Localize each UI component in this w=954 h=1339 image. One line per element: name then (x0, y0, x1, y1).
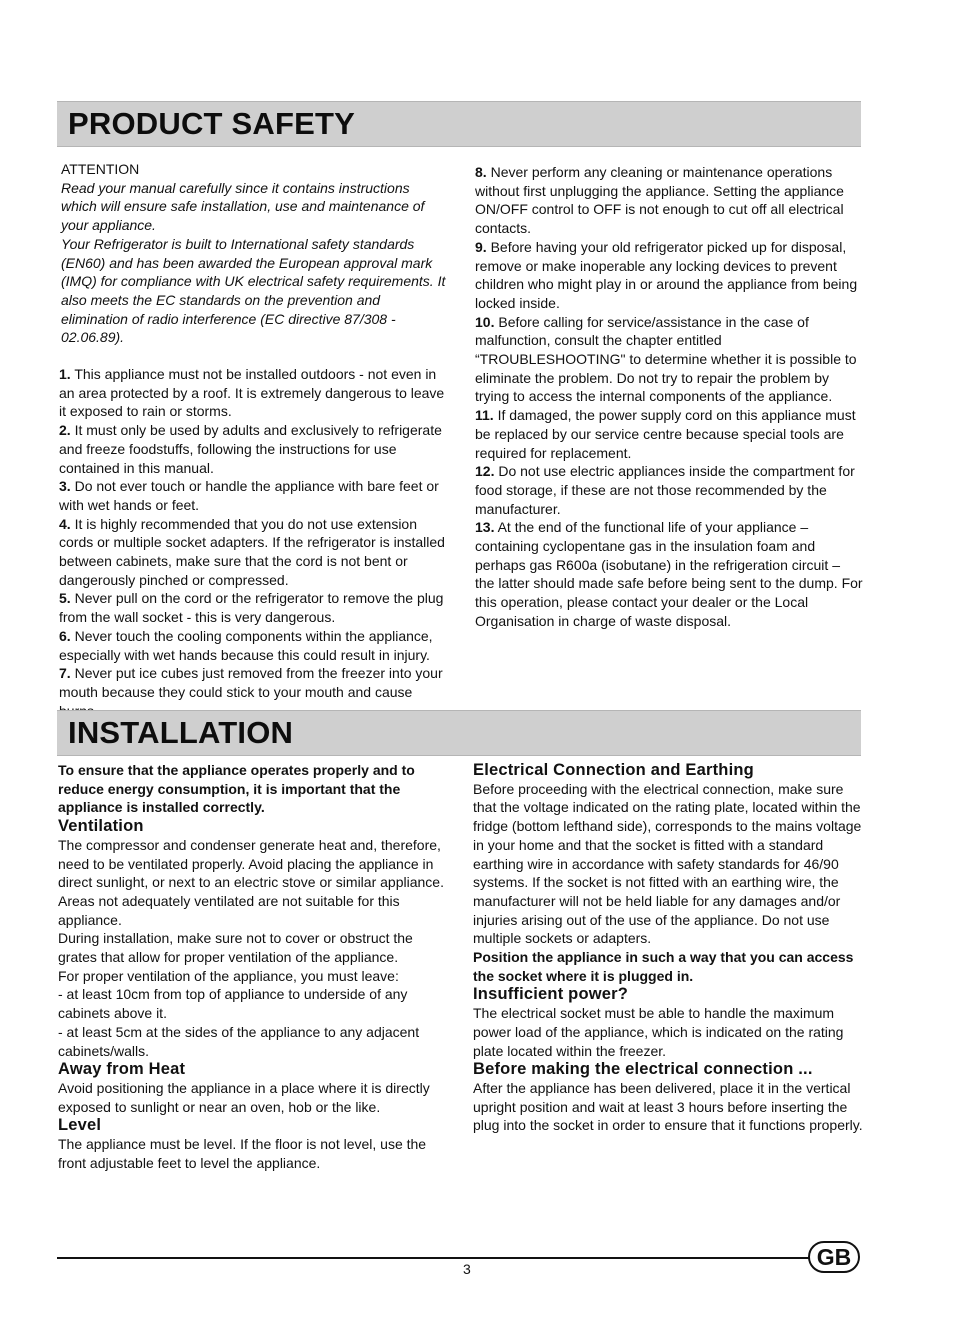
safety-item-text: It is highly recommended that you do not use extension cords or multiple socket adapters. If the refrigerator is installed between cabinets, make sure that the cord is not bent or dangerously pinched or compressed. (59, 515, 445, 588)
safety-item-text: Never put ice cubes just removed from the freezer into your mouth because they could stick to your mouth and cause (59, 665, 443, 700)
safety-item-9 (475, 238, 863, 313)
installation-right-column (473, 761, 863, 1135)
safety-item-11 (475, 406, 863, 462)
safety-item-text: Never touch the cooling components within the appliance, especially with wet hands because this could result in injury. (59, 627, 433, 663)
safety-item-text: It must only be used by adults and exclusively to refrigerate and freeze foodstuffs, following the instructions for use contained in this manual. (59, 422, 442, 476)
attention-text-2: Your Refrigerator is built to International safety standards (EN60) and has been awarded the European approval mark (IMQ) for compliance with UK electrical safety requirements. It also meets the EC standards on the prevention and elimination of radio interference (EC directive 87/308 - 02.06.89). (61, 235, 446, 346)
safety-item-text: Do not ever touch or handle the appliance with bare feet or with wet hands or feet. (59, 478, 439, 513)
ventilation-text-1: The compressor and condenser generate heat and, therefore, need to be ventilated properly. Avoid placing the appliance in direct sunlight, or next to an electric stove or similar appliance. Areas not adequately ventilated are not suitable for this appliance. (58, 836, 444, 928)
attention-text-1: Read your manual carefully since it contains instructions which will ensure safe installation, use and maintenance of your appliance. (61, 179, 425, 234)
safety-item-text: This appliance must not be installed outdoors - not even in an area protected by a roof. It is extremely dangerous to leave it exposed to rain or storms. (59, 366, 445, 420)
safety-item-text: Before calling for service/assistance in the case of malfunction, consult the chapter entitled “TROUBLESHOOTING" to determine whether it is possible to eliminate the problem. Do not try to repair the problem by trying to access the internal components of the appliance. (475, 313, 857, 405)
safety-item-2 (59, 421, 449, 477)
safety-item-number: 13. (475, 519, 495, 536)
safety-item-text: If damaged, the power supply cord on this appliance must be replaced by our service centre because special tools are required for replacement. (475, 407, 856, 461)
safety-item-8 (475, 163, 863, 238)
away-from-heat-text: Avoid positioning the appliance in a place where it is directly exposed to sunlight or near an oven, hob or the like. (58, 1079, 430, 1115)
electrical-text: Before proceeding with the electrical connection, make sure that the voltage indicated on the rating plate, located within the fridge (bottom lefthand side), corresponds to the mains voltage in your home and that the socket is fitted with a standard earthing wire in accordance with safety standards for 46/90 systems. If the socket is not fitted with an earthing wire, the manufacturer will not be held liable for any damages and/or injuries arising out of the use of the appliance. Do not use multiple sockets or adapters. (473, 780, 862, 947)
safety-item-number: 7. (59, 665, 71, 682)
page-number: 3 (463, 1261, 471, 1277)
safety-item-number: 12. (475, 463, 495, 480)
product-safety-right-column (475, 163, 863, 631)
safety-item-number: 1. (59, 366, 71, 383)
safety-item-number: 4. (59, 515, 71, 532)
footer-divider (57, 1257, 809, 1259)
safety-item-text: Do not use electric appliances inside the compartment for food storage, if these are not those recommended by the manufacturer. (475, 463, 855, 517)
ventilation-text-2: During installation, make sure not to cover or obstruct the grates that allow for proper ventilation of the appliance. (58, 930, 413, 966)
safety-item-number: 9. (475, 238, 487, 255)
safety-item-text: Never pull on the cord or the refrigerator to remove the plug from the wall socket - this is very dangerous. (59, 590, 444, 626)
product-safety-title: PRODUCT SAFETY (68, 106, 355, 141)
safety-item-12 (475, 462, 863, 518)
product-safety-left-column (59, 160, 449, 720)
attention-label: ATTENTION (61, 161, 140, 177)
safety-item-3 (59, 477, 449, 514)
electrical-bold-text: Position the appliance in such a way that you can access the socket where it is plugged in. (473, 949, 854, 984)
safety-item-text: Never perform any cleaning or maintenance operations without first unplugging the appliance. Setting the appliance ON/OFF control to OFF is not enough to cut off all electrical contacts. (475, 164, 844, 237)
safety-item-number: 11. (475, 407, 494, 424)
insufficient-power-heading: Insufficient power? (473, 985, 629, 1004)
ventilation-text-4: - at least 10cm from top of appliance to underside of any cabinets above it. (58, 986, 408, 1022)
safety-item-5 (59, 589, 449, 626)
installation-left-column (58, 761, 450, 1172)
safety-item-text: Before having your old refrigerator picked up for disposal, remove or make inoperable any locking devices to prevent children who might play in or around the appliance from being locked inside. (475, 238, 858, 311)
safety-item-6 (59, 627, 449, 664)
away-from-heat-heading: Away from Heat (58, 1060, 186, 1079)
electrical-heading: Electrical Connection and Earthing (473, 761, 754, 779)
safety-item-4 (59, 515, 449, 590)
level-text: The appliance must be level. If the floor is not level, use the front adjustable feet to level the appliance. (58, 1136, 427, 1171)
safety-item-number: 5. (59, 590, 71, 607)
safety-item-text: At the end of the functional life of your appliance – containing cyclopentane gas in the insulation foam and perhaps gas R600a (isobutane) in the refrigeration circuit – the latter should made safe before being sent to the dump. For this operation, please contact your dealer or the Local Organisation in charge of waste disposal. (475, 519, 863, 629)
safety-item-number: 8. (475, 164, 487, 180)
safety-item-number: 2. (59, 422, 71, 439)
installation-title: INSTALLATION (68, 715, 294, 750)
product-safety-banner (57, 101, 861, 147)
safety-item-number: 3. (59, 478, 71, 495)
ventilation-text-3: For proper ventilation of the appliance, you must leave: (58, 967, 399, 984)
ventilation-heading: Ventilation (58, 817, 144, 836)
insufficient-power-text: The electrical socket must be able to handle the maximum power load of the appliance, which is indicated on the rating plate located within the freezer. (473, 1005, 844, 1059)
safety-item-number: 10. (475, 313, 495, 330)
before-connection-heading: Before making the electrical connection ... (473, 1060, 813, 1079)
language-badge: GB (808, 1241, 860, 1273)
installation-intro: To ensure that the appliance operates properly and to reduce energy consumption, it is important that the appliance is installed correctly. (58, 762, 415, 816)
safety-item-1 (59, 365, 449, 421)
safety-item-number: 6. (59, 627, 71, 644)
installation-banner (57, 710, 861, 756)
before-connection-text: After the appliance has been delivered, place it in the vertical upright position and wait at least 3 hours before inserting the plug into the socket in order to ensure that it functions properly. (473, 1079, 863, 1134)
safety-item-13 (475, 518, 863, 630)
safety-item-10 (475, 313, 863, 407)
ventilation-text-5: - at least 5cm at the sides of the appliance to any adjacent cabinets/walls. (58, 1023, 420, 1059)
level-heading: Level (58, 1116, 102, 1135)
